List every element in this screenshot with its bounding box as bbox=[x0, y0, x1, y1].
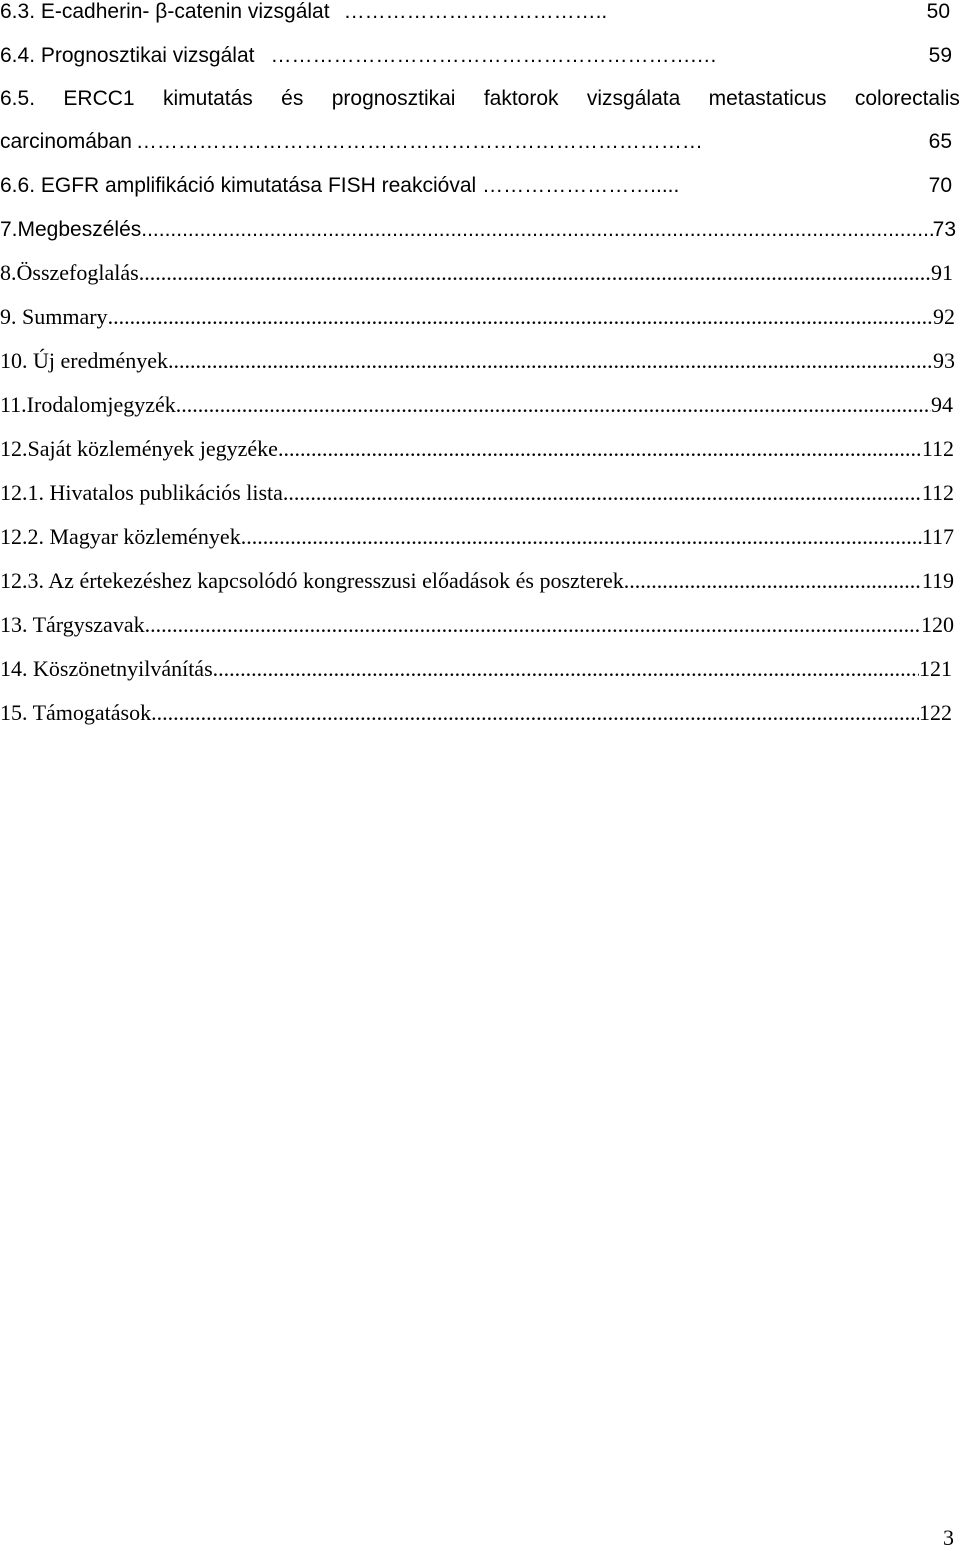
toc-entry-label: 14. Köszönetnyilvánítás bbox=[0, 656, 213, 681]
toc-entry-word: colorectalis bbox=[854, 87, 960, 110]
toc-entry-label: 6.4. Prognosztikai vizsgálat bbox=[0, 44, 255, 67]
page-number: 3 bbox=[943, 1525, 954, 1550]
toc-entry-leader bbox=[213, 654, 919, 684]
toc-entry-word: és bbox=[281, 87, 304, 110]
toc-entry-label: 12.2. Magyar közlemények bbox=[0, 524, 241, 549]
toc-entry-leader bbox=[139, 258, 931, 288]
toc-entry-word: metastaticus bbox=[708, 87, 827, 110]
toc-entry-leader: ……………………………………………………………………… bbox=[135, 130, 703, 153]
toc-entry-13 bbox=[0, 610, 954, 640]
toc-entry-label: 6.6. EGFR amplifikáció kimutatása FISH reakcióval bbox=[0, 174, 477, 197]
toc-entry-6-4 bbox=[0, 41, 952, 71]
toc-entry-page: 120 bbox=[921, 612, 954, 637]
toc-entry-label: 7.Megbeszélés bbox=[0, 218, 142, 241]
toc-entry-word: kimutatás bbox=[162, 87, 253, 110]
toc-entry-word: 6.5. bbox=[0, 87, 36, 110]
toc-entry-12-2 bbox=[0, 522, 954, 552]
toc-entry-12 bbox=[0, 434, 954, 464]
toc-entry-word: prognosztikai bbox=[331, 87, 456, 110]
toc-entry-page: 65 bbox=[928, 130, 952, 153]
toc-entry-page: 93 bbox=[933, 348, 955, 373]
toc-entry-leader bbox=[624, 566, 922, 596]
toc-entry-label: 10. Új eredmények bbox=[0, 348, 168, 373]
toc-entry-8 bbox=[0, 258, 953, 288]
toc-entry-page: 117 bbox=[921, 524, 954, 549]
toc-entry-leader: ……………………..... bbox=[482, 174, 680, 197]
toc-entry-label: 13. Tárgyszavak bbox=[0, 612, 145, 637]
toc-entry-page: 91 bbox=[931, 260, 953, 285]
toc-entry-leader bbox=[145, 610, 921, 640]
toc-entry-page: 112 bbox=[921, 436, 954, 461]
toc-entry-leader bbox=[108, 302, 933, 332]
toc-entry-6-5-continued bbox=[0, 127, 952, 157]
toc-entry-page: 121 bbox=[919, 656, 952, 681]
toc-entry-label: 11.Irodalomjegyzék bbox=[0, 392, 176, 417]
toc-entry-14 bbox=[0, 654, 952, 684]
toc-entry-label: 12.1. Hivatalos publikációs lista bbox=[0, 480, 283, 505]
toc-entry-6-3 bbox=[0, 0, 950, 27]
toc-entry-label: carcinomában bbox=[0, 130, 132, 153]
toc-entry-15 bbox=[0, 698, 952, 728]
toc-entry-page: 70 bbox=[928, 174, 952, 197]
toc-entry-page: 73 bbox=[932, 218, 956, 241]
toc-entry-9 bbox=[0, 302, 955, 332]
toc-entry-label: 6.3. E-cadherin- β-catenin vizsgálat bbox=[0, 0, 330, 23]
toc-entry-leader bbox=[278, 434, 922, 464]
toc-entry-label: 8.Összefoglalás bbox=[0, 260, 139, 285]
toc-entry-leader bbox=[151, 698, 919, 728]
toc-entry-leader: …………………………………………………….… bbox=[270, 44, 718, 67]
toc-entry-leader bbox=[283, 478, 922, 508]
toc-entry-page: 119 bbox=[921, 568, 954, 593]
toc-entry-leader bbox=[241, 522, 922, 552]
toc-entry-6-5 bbox=[0, 84, 960, 114]
toc-entry-leader bbox=[168, 346, 933, 376]
toc-entry-12-3 bbox=[0, 566, 954, 596]
toc-entry-page: 112 bbox=[921, 480, 954, 505]
toc-entry-page: 50 bbox=[926, 0, 950, 23]
toc-entry-6-6 bbox=[0, 171, 952, 201]
toc-entry-word: faktorok bbox=[483, 87, 559, 110]
toc-entry-12-1 bbox=[0, 478, 954, 508]
toc-entry-leader: ……………………………….. bbox=[343, 0, 608, 23]
toc-entry-label: 12.3. Az értekezéshez kapcsolódó kongresszusi előadások és poszterek bbox=[0, 568, 624, 593]
toc-entry-word: ERCC1 bbox=[63, 87, 135, 110]
toc-entry-label: 12.Saját közlemények jegyzéke bbox=[0, 436, 278, 461]
toc-entry-word: vizsgálata bbox=[586, 87, 681, 110]
toc-entry-page: 122 bbox=[919, 700, 952, 725]
toc-entry-7 bbox=[0, 215, 956, 245]
toc-entry-label: 9. Summary bbox=[0, 304, 108, 329]
toc-entry-page: 92 bbox=[933, 304, 955, 329]
toc-entry-label: 15. Támogatások bbox=[0, 700, 152, 725]
toc-entry-10 bbox=[0, 346, 955, 376]
toc-entry-leader bbox=[141, 215, 932, 245]
toc-entry-page: 59 bbox=[928, 44, 952, 67]
toc-entry-leader bbox=[176, 390, 931, 420]
toc-entry-page: 94 bbox=[931, 392, 953, 417]
toc-entry-11 bbox=[0, 390, 953, 420]
